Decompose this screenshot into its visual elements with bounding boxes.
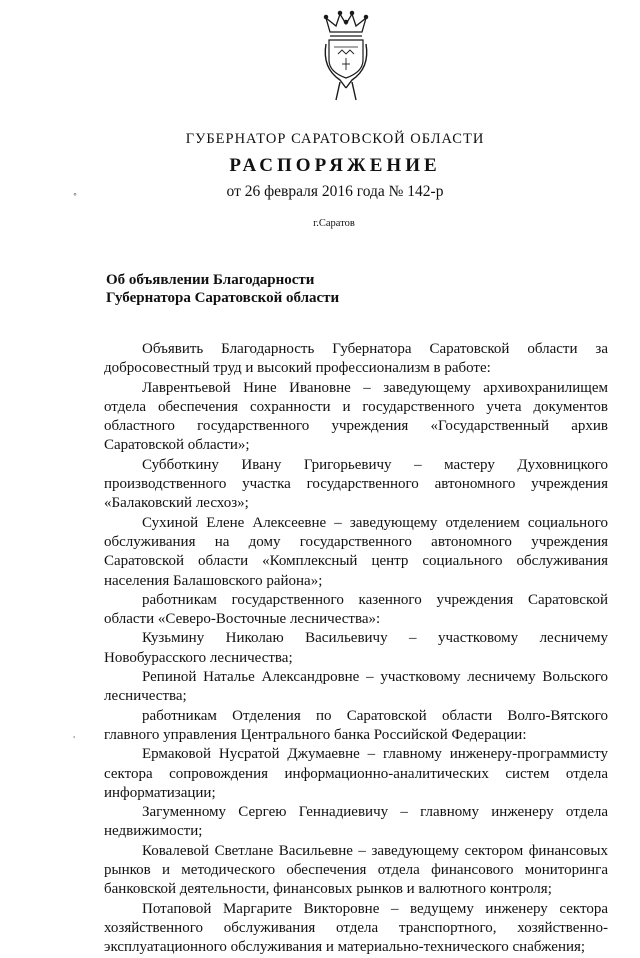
body-paragraph: Загуменному Сергею Геннадиевичу – главному инженеру отдела недвижимости; [104, 804, 608, 840]
body-paragraph: Лаврентьевой Нине Ивановне – заведующему архивохранилищем отдела обеспечения сохранности и государственного учета документов областного государственного учреждения «Государственный архив Саратовской области»; [104, 379, 608, 454]
authority-title: ГУБЕРНАТОР САРАТОВСКОЙ ОБЛАСТИ [185, 131, 485, 147]
body-paragraph: Субботкину Ивану Григорьевичу – мастеру Духовницкого производственного участка государственного автономного учреждения «Балаковский лесхоз»; [104, 456, 608, 512]
document-subject [106, 271, 339, 307]
document-body [104, 340, 608, 958]
body-paragraph: Объявить Благодарность Губернатора Саратовской области за добросовестный труд и высокий профессионализм в работе: [104, 341, 608, 377]
document-type: РАСПОРЯЖЕНИЕ [229, 155, 441, 176]
body-paragraph: работникам государственного казенного учреждения Саратовской области «Северо-Восточные лесничества»: [104, 591, 608, 628]
subject-line: Об объявлении Благодарности [106, 272, 315, 288]
body-paragraph: работникам Отделения по Саратовской области Волго-Вятского главного управления Центрального банка Российской Федерации: [104, 707, 608, 743]
body-paragraph: Ермаковой Нусратой Джумаевне – главному инженеру-программисту сектора сопровождения информационно-аналитических систем отдела информатизации; [104, 746, 608, 801]
body-paragraph: Репиной Наталье Александровне – участковому лесничему Вольского лесничества; [104, 669, 608, 705]
coat-of-arms-icon [316, 10, 376, 102]
body-paragraph: Сухиной Елене Алексеевне – заведующему отделением социального обслуживания на дому государственного автономного учреждения Саратовской области «Комплексный центр социального обслуживания населения Балашовского района»; [104, 514, 608, 589]
subject-line: Губернатора Саратовской области [106, 290, 340, 306]
body-paragraph: Ковалевой Светлане Васильевне – заведующему сектором финансовых рынков и методического обеспечения отдела финансового мониторинга банковской деятельности, финансовых рынков и валютного контроля; [104, 842, 608, 898]
body-paragraph: Потаповой Маргарите Викторовне – ведущему инженеру сектора хозяйственного обслуживания отдела транспортного, хозяйственно-эксплуатационного обслуживания и материально-технического снабжения; [104, 900, 608, 956]
scan-artifact: ° [73, 192, 77, 201]
body-paragraph: Кузьмину Николаю Васильевичу – участковому лесничему Новобурасского лесничества; [104, 630, 608, 666]
scan-artifact: ' [73, 735, 76, 744]
document-date-number: от 26 февраля 2016 года № 142-р [226, 183, 444, 200]
document-city: г.Саратов [313, 218, 355, 229]
